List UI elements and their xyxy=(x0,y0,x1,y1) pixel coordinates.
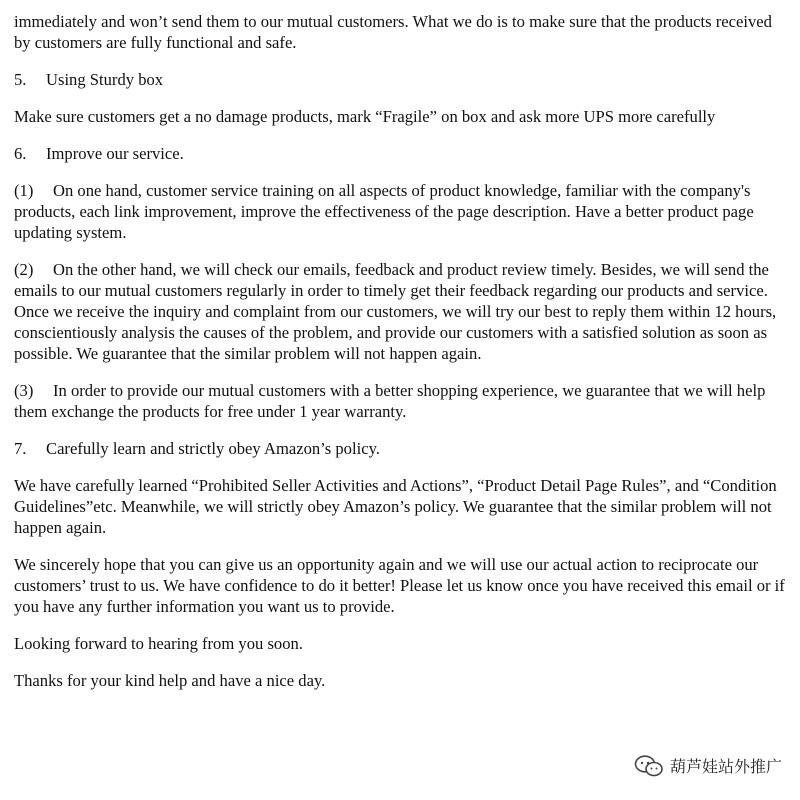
subitem-2 xyxy=(14,259,789,364)
paragraph-looking-forward: Looking forward to hearing from you soon. xyxy=(14,634,303,653)
paragraph-5: Make sure customers get a no damage products, mark “Fragile” on box and ask more UPS more carefully xyxy=(14,107,716,126)
heading-7 xyxy=(14,438,789,459)
paragraph-intro-continued: immediately and won’t send them to our mutual customers. What we do is to make sure that the products received by customers are fully functional and safe. xyxy=(14,12,772,52)
subitem-1-number: (1) xyxy=(14,181,34,200)
watermark xyxy=(634,754,782,778)
heading-5-number: 5. xyxy=(14,70,27,89)
heading-5-text: Using Sturdy box xyxy=(46,70,164,89)
heading-5 xyxy=(14,69,789,90)
document-body xyxy=(14,11,789,707)
subitem-2-number: (2) xyxy=(14,260,34,279)
heading-6-number: 6. xyxy=(14,144,27,163)
subitem-2-text: On the other hand, we will check our emails, feedback and product review timely. Besides, we will send the emails to our mutual customers regularly in order to timely get their feedback regarding our products and service. Once we receive the inquiry and complaint from our customers, we will try our best to reply them within 12 hours, conscientiously analysis the causes of the problem, and provide our customers with a satisfied solution as soon as possible. We guarantee that the similar problem will not happen again. xyxy=(14,260,777,363)
heading-6-text: Improve our service. xyxy=(46,144,184,163)
heading-7-text: Carefully learn and strictly obey Amazon’s policy. xyxy=(46,439,380,458)
paragraph-hope: We sincerely hope that you can give us an opportunity again and we will use our actual action to reciprocate our customers’ trust to us. We have confidence to do it better! Please let us know once you have received this email or if you have any further information you want us to provide. xyxy=(14,555,785,616)
wechat-icon xyxy=(634,754,664,778)
paragraph-thanks: Thanks for your kind help and have a nice day. xyxy=(14,671,326,690)
subitem-3-text: In order to provide our mutual customers with a better shopping experience, we guarantee that we will help them exchange the products for free under 1 year warranty. xyxy=(14,381,766,421)
heading-6 xyxy=(14,143,789,164)
heading-7-number: 7. xyxy=(14,439,27,458)
subitem-3-number: (3) xyxy=(14,381,34,400)
subitem-1-text: On one hand, customer service training on all aspects of product knowledge, familiar with the company's products, each link improvement, improve the effectiveness of the page description. Have a better product page updating system. xyxy=(14,181,754,242)
subitem-1 xyxy=(14,180,789,243)
subitem-3 xyxy=(14,380,789,422)
paragraph-7: We have carefully learned “Prohibited Seller Activities and Actions”, “Product Detail Page Rules”, and “Condition Guidelines”etc. Meanwhile, we will strictly obey Amazon’s policy. We guarantee that the similar problem will not happen again. xyxy=(14,476,777,537)
watermark-text: 葫芦娃站外推广 xyxy=(669,756,782,776)
